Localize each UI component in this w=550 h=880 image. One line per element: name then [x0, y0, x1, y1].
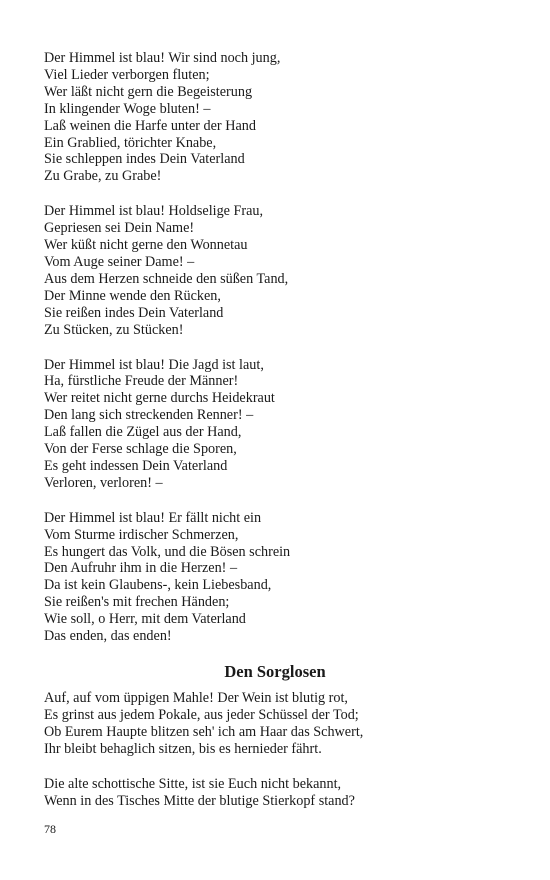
verse-line: Der Himmel ist blau! Die Jagd ist laut,	[44, 356, 264, 373]
verse-line: Wie soll, o Herr, mit dem Vaterland	[44, 611, 246, 628]
verse-line: Laß fallen die Zügel aus der Hand,	[44, 424, 242, 441]
verse-line: Zu Stücken, zu Stücken!	[44, 321, 184, 338]
stanza	[44, 203, 514, 338]
verse-line: Verloren, verloren! –	[44, 474, 163, 491]
verse-line: Auf, auf vom üppigen Mahle! Der Wein ist blutig rot,	[44, 690, 348, 706]
verse-line: Es geht indessen Dein Vaterland	[44, 457, 228, 474]
verse-line: Der Himmel ist blau! Holdselige Frau,	[44, 203, 264, 220]
verse-line: Gepriesen sei Dein Name!	[44, 220, 195, 237]
stanza	[44, 510, 514, 645]
verse-line: Da ist kein Glaubens-, kein Liebesband,	[44, 577, 272, 594]
verse-line: Wer reitet nicht gerne durchs Heidekraut	[44, 390, 275, 407]
page-number: 78	[44, 822, 56, 836]
poem-title: Den Sorglosen	[224, 662, 326, 681]
poem-body	[44, 50, 514, 663]
verse-line: Der Minne wende den Rücken,	[44, 287, 221, 304]
verse-line: Ein Grablied, törichter Knabe,	[44, 134, 217, 151]
poem-body	[44, 690, 514, 827]
verse-line: Sie schleppen indes Dein Vaterland	[44, 151, 245, 168]
verse-line: Den lang sich streckenden Renner! –	[44, 407, 254, 424]
verse-line: Vom Auge seiner Dame! –	[44, 253, 195, 270]
verse-line: Ob Eurem Haupte blitzen seh' ich am Haar das Schwert,	[44, 723, 364, 740]
verse-line: Wenn in des Tisches Mitte der blutige Stierkopf stand?	[44, 792, 355, 809]
stanza	[44, 690, 514, 758]
verse-line: Den Aufruhr ihm in die Herzen! –	[44, 560, 238, 577]
verse-line: Es grinst aus jedem Pokale, aus jeder Schüssel der Tod;	[44, 706, 359, 723]
verse-line: Die alte schottische Sitte, ist sie Euch nicht bekannt,	[44, 775, 342, 792]
verse-line: Ihr bleibt behaglich sitzen, bis es hernieder fährt.	[44, 740, 322, 757]
verse-line: Der Himmel ist blau! Wir sind noch jung,	[44, 50, 281, 66]
verse-line: In klingender Woge bluten! –	[44, 100, 211, 117]
verse-line: Von der Ferse schlage die Sporen,	[44, 441, 237, 458]
stanza	[44, 50, 514, 185]
verse-line: Der Himmel ist blau! Er fällt nicht ein	[44, 509, 262, 526]
stanza	[44, 776, 514, 810]
verse-line: Das enden, das enden!	[44, 628, 172, 645]
verse-line: Zu Grabe, zu Grabe!	[44, 168, 162, 185]
stanza	[44, 357, 514, 492]
verse-line: Es hungert das Volk, und die Bösen schrein	[44, 543, 291, 560]
verse-line: Laß weinen die Harfe unter der Hand	[44, 117, 256, 134]
verse-line: Sie reißen's mit frechen Händen;	[44, 594, 230, 611]
verse-line: Wer küßt nicht gerne den Wonnetau	[44, 237, 248, 254]
verse-line: Wer läßt nicht gern die Begeisterung	[44, 83, 253, 100]
verse-line: Aus dem Herzen schneide den süßen Tand,	[44, 270, 289, 287]
verse-line: Vom Sturme irdischer Schmerzen,	[44, 526, 239, 543]
verse-line: Viel Lieder verborgen fluten;	[44, 66, 210, 83]
verse-line: Sie reißen indes Dein Vaterland	[44, 304, 224, 321]
verse-line: Ha, fürstliche Freude der Männer!	[44, 373, 239, 390]
